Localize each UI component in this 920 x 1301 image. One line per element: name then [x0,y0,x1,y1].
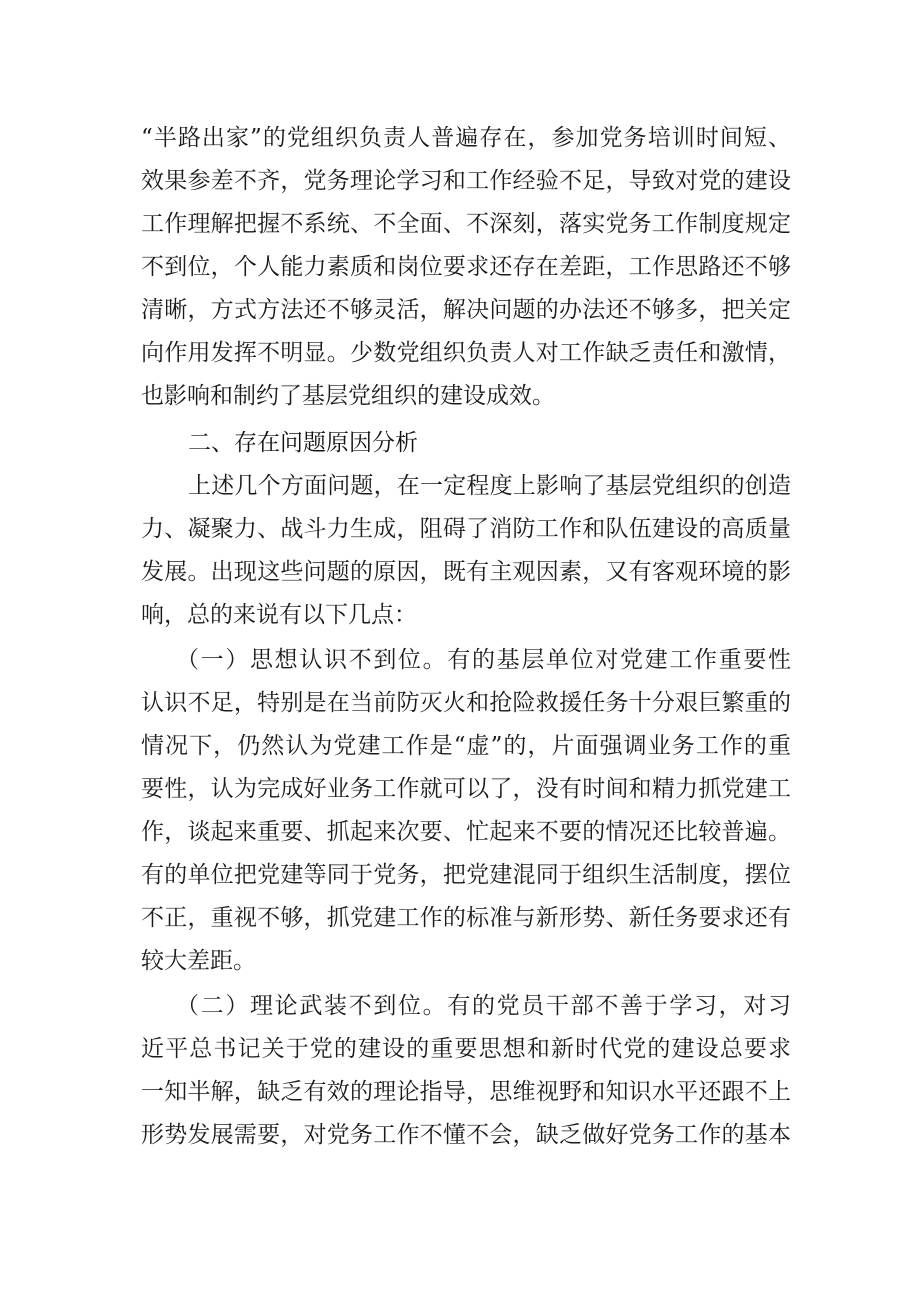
para4-line-1: （二）理论武装不到位。有的党员干部不善于学习，对习 [176,993,791,1019]
para3-line-8: 较大差距。 [141,948,256,974]
para3-line-6: 有的单位把党建等同于党务，把党建混同于组织生活制度，摆位 [141,862,791,888]
para1-line-3: 工作理解把握不系统、不全面、不深刻，落实党务工作制度规定 [141,211,791,237]
para2-line-4: 响，总的来说有以下几点： [141,602,417,628]
para2-line-1: 上述几个方面问题，在一定程度上影响了基层党组织的创造 [188,473,791,499]
para3-line-4: 要性，认为完成好业务工作就可以了，没有时间和精力抓党建工 [141,776,791,802]
para1-line-4: 不到位，个人能力素质和岗位要求还存在差距，工作思路还不够 [141,254,791,280]
para3-line-5: 作，谈起来重要、抓起来次要、忙起来不要的情况还比较普遍。 [141,819,791,845]
para3-line-3: 情况下，仍然认为党建工作是“虚”的，片面强调业务工作的重 [141,733,791,759]
para1-line-7: 也影响和制约了基层党组织的建设成效。 [141,383,555,409]
para4-line-2: 近平总书记关于党的建设的重要思想和新时代党的建设总要求 [141,1036,791,1062]
para4-line-3: 一知半解，缺乏有效的理论指导，思维视野和知识水平还跟不上 [141,1079,791,1105]
para1-line-2: 效果参差不齐，党务理论学习和工作经验不足，导致对党的建设 [141,168,791,194]
para3-line-1: （一）思想认识不到位。有的基层单位对党建工作重要性 [176,647,791,673]
para4-line-4: 形势发展需要，对党务工作不懂不会，缺乏做好党务工作的基本 [141,1122,791,1148]
para1-line-1: “半路出家”的党组织负责人普遍存在，参加党务培训时间短、 [141,125,791,151]
para2-line-2: 力、凝聚力、战斗力生成，阻碍了消防工作和队伍建设的高质量 [141,516,791,542]
para3-line-2: 认识不足，特别是在当前防灭火和抢险救援任务十分艰巨繁重的 [141,690,791,716]
para2-line-3: 发展。出现这些问题的原因，既有主观因素，又有客观环境的影 [141,559,791,585]
section-heading: 二、存在问题原因分析 [188,430,418,456]
para1-line-6: 向作用发挥不明显。少数党组织负责人对工作缺乏责任和激情， [141,340,791,366]
para1-line-5: 清晰，方式方法还不够灵活，解决问题的办法还不够多，把关定 [141,297,791,323]
para3-line-7: 不正，重视不够，抓党建工作的标准与新形势、新任务要求还有 [141,905,791,931]
